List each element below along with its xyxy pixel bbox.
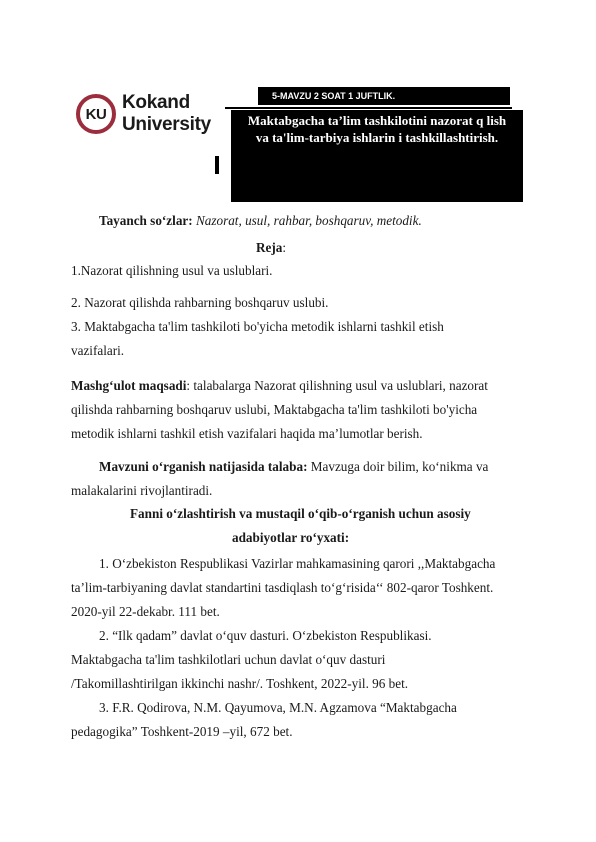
header-rule (225, 107, 512, 109)
literature-line-2: ta’lim-tarbiyaning davlat standartini tasdiqlash toʻgʻrisida‘‘ 802-qaror Toshkent. (71, 580, 494, 595)
keywords-label: Tayanch soʻzlar: (99, 213, 193, 228)
plan-item-3: 3. Maktabgacha ta'lim tashkiloti bo'yicha metodik ishlarni tashkil etish (71, 319, 444, 334)
outcome-line-2: malakalarini rivojlantiradi. (71, 483, 213, 498)
literature-heading-2: adabiyotlar roʻyxati: (232, 530, 350, 545)
goal-line-1 (71, 377, 488, 395)
keywords-line (99, 212, 422, 230)
plan-item-1: 1.Nazorat qilishning usul va uslublari. (71, 263, 273, 278)
university-logo (76, 88, 211, 148)
plan-colon: : (282, 240, 287, 255)
topic-bar: 5-MAVZU 2 SOAT 1 JUFTLIK. (258, 87, 510, 105)
literature-line-7: 3. F.R. Qodirova, N.M. Qayumova, M.N. Agzamova “Maktabgacha (99, 700, 457, 715)
topic-title-box (231, 110, 523, 202)
outcome-text-1: Mavzuga doir bilim, koʻnikma va (307, 459, 489, 474)
logo-line-2: University (122, 114, 211, 135)
plan-label: Reja (256, 240, 283, 255)
literature-line-5: Maktabgacha ta'lim tashkilotlari uchun davlat oʻquv dasturi (71, 652, 386, 667)
plan-item-3-cont: vazifalari. (71, 343, 125, 358)
plan-heading (256, 239, 286, 257)
literature-heading-1: Fanni oʻzlashtirish va mustaqil oʻqib-oʻrganish uchun asosiy (130, 506, 471, 521)
topic-title-line-2: va ta'lim-tarbiya ishlarin i tashkillashtirish. (255, 130, 499, 145)
plan-item-2: 2. Nazorat qilishda rahbarning boshqaruv uslubi. (71, 295, 329, 310)
literature-line-1: 1. Oʻzbekiston Respublikasi Vazirlar mahkamasining qarori ,,Maktabgacha (99, 556, 496, 571)
outcome-label: Mavzuni oʻrganish natijasida talaba: (99, 459, 308, 474)
decorative-bar (215, 156, 219, 174)
keywords-value: Nazorat, usul, rahbar, boshqaruv, metodik. (195, 213, 422, 228)
topic-title-line-1: Maktabgacha ta’lim tashkilotini nazorat q lish (247, 113, 507, 128)
logo-line-1: Kokand (122, 92, 190, 113)
literature-line-4: 2. “Ilk qadam” davlat oʻquv dasturi. Oʻzbekiston Respublikasi. (99, 628, 432, 643)
logo-mark-text: KU (85, 105, 107, 123)
goal-label: Mashgʻulot maqsadi (71, 378, 187, 393)
goal-line-3: metodik ishlarni tashkil etish vazifalari haqida ma’lumotlar berish. (71, 426, 423, 441)
goal-text-1: : talabalarga Nazorat qilishning usul va uslublari, nazorat (186, 378, 488, 393)
logo-emblem (76, 94, 116, 134)
literature-line-6: /Takomillashtirilgan ikkinchi nashr/. Toshkent, 2022-yil. 96 bet. (71, 676, 409, 691)
literature-line-3: 2020-yil 22-dekabr. 111 bet. (71, 604, 220, 619)
literature-line-8: pedagogika” Toshkent-2019 –yil, 672 bet. (71, 724, 293, 739)
goal-line-2: qilishda rahbarning boshqaruv uslubi, Maktabgacha ta'lim tashkiloti bo'yicha (71, 402, 478, 417)
logo-wordmark (122, 92, 211, 136)
outcome-line-1 (99, 458, 488, 476)
